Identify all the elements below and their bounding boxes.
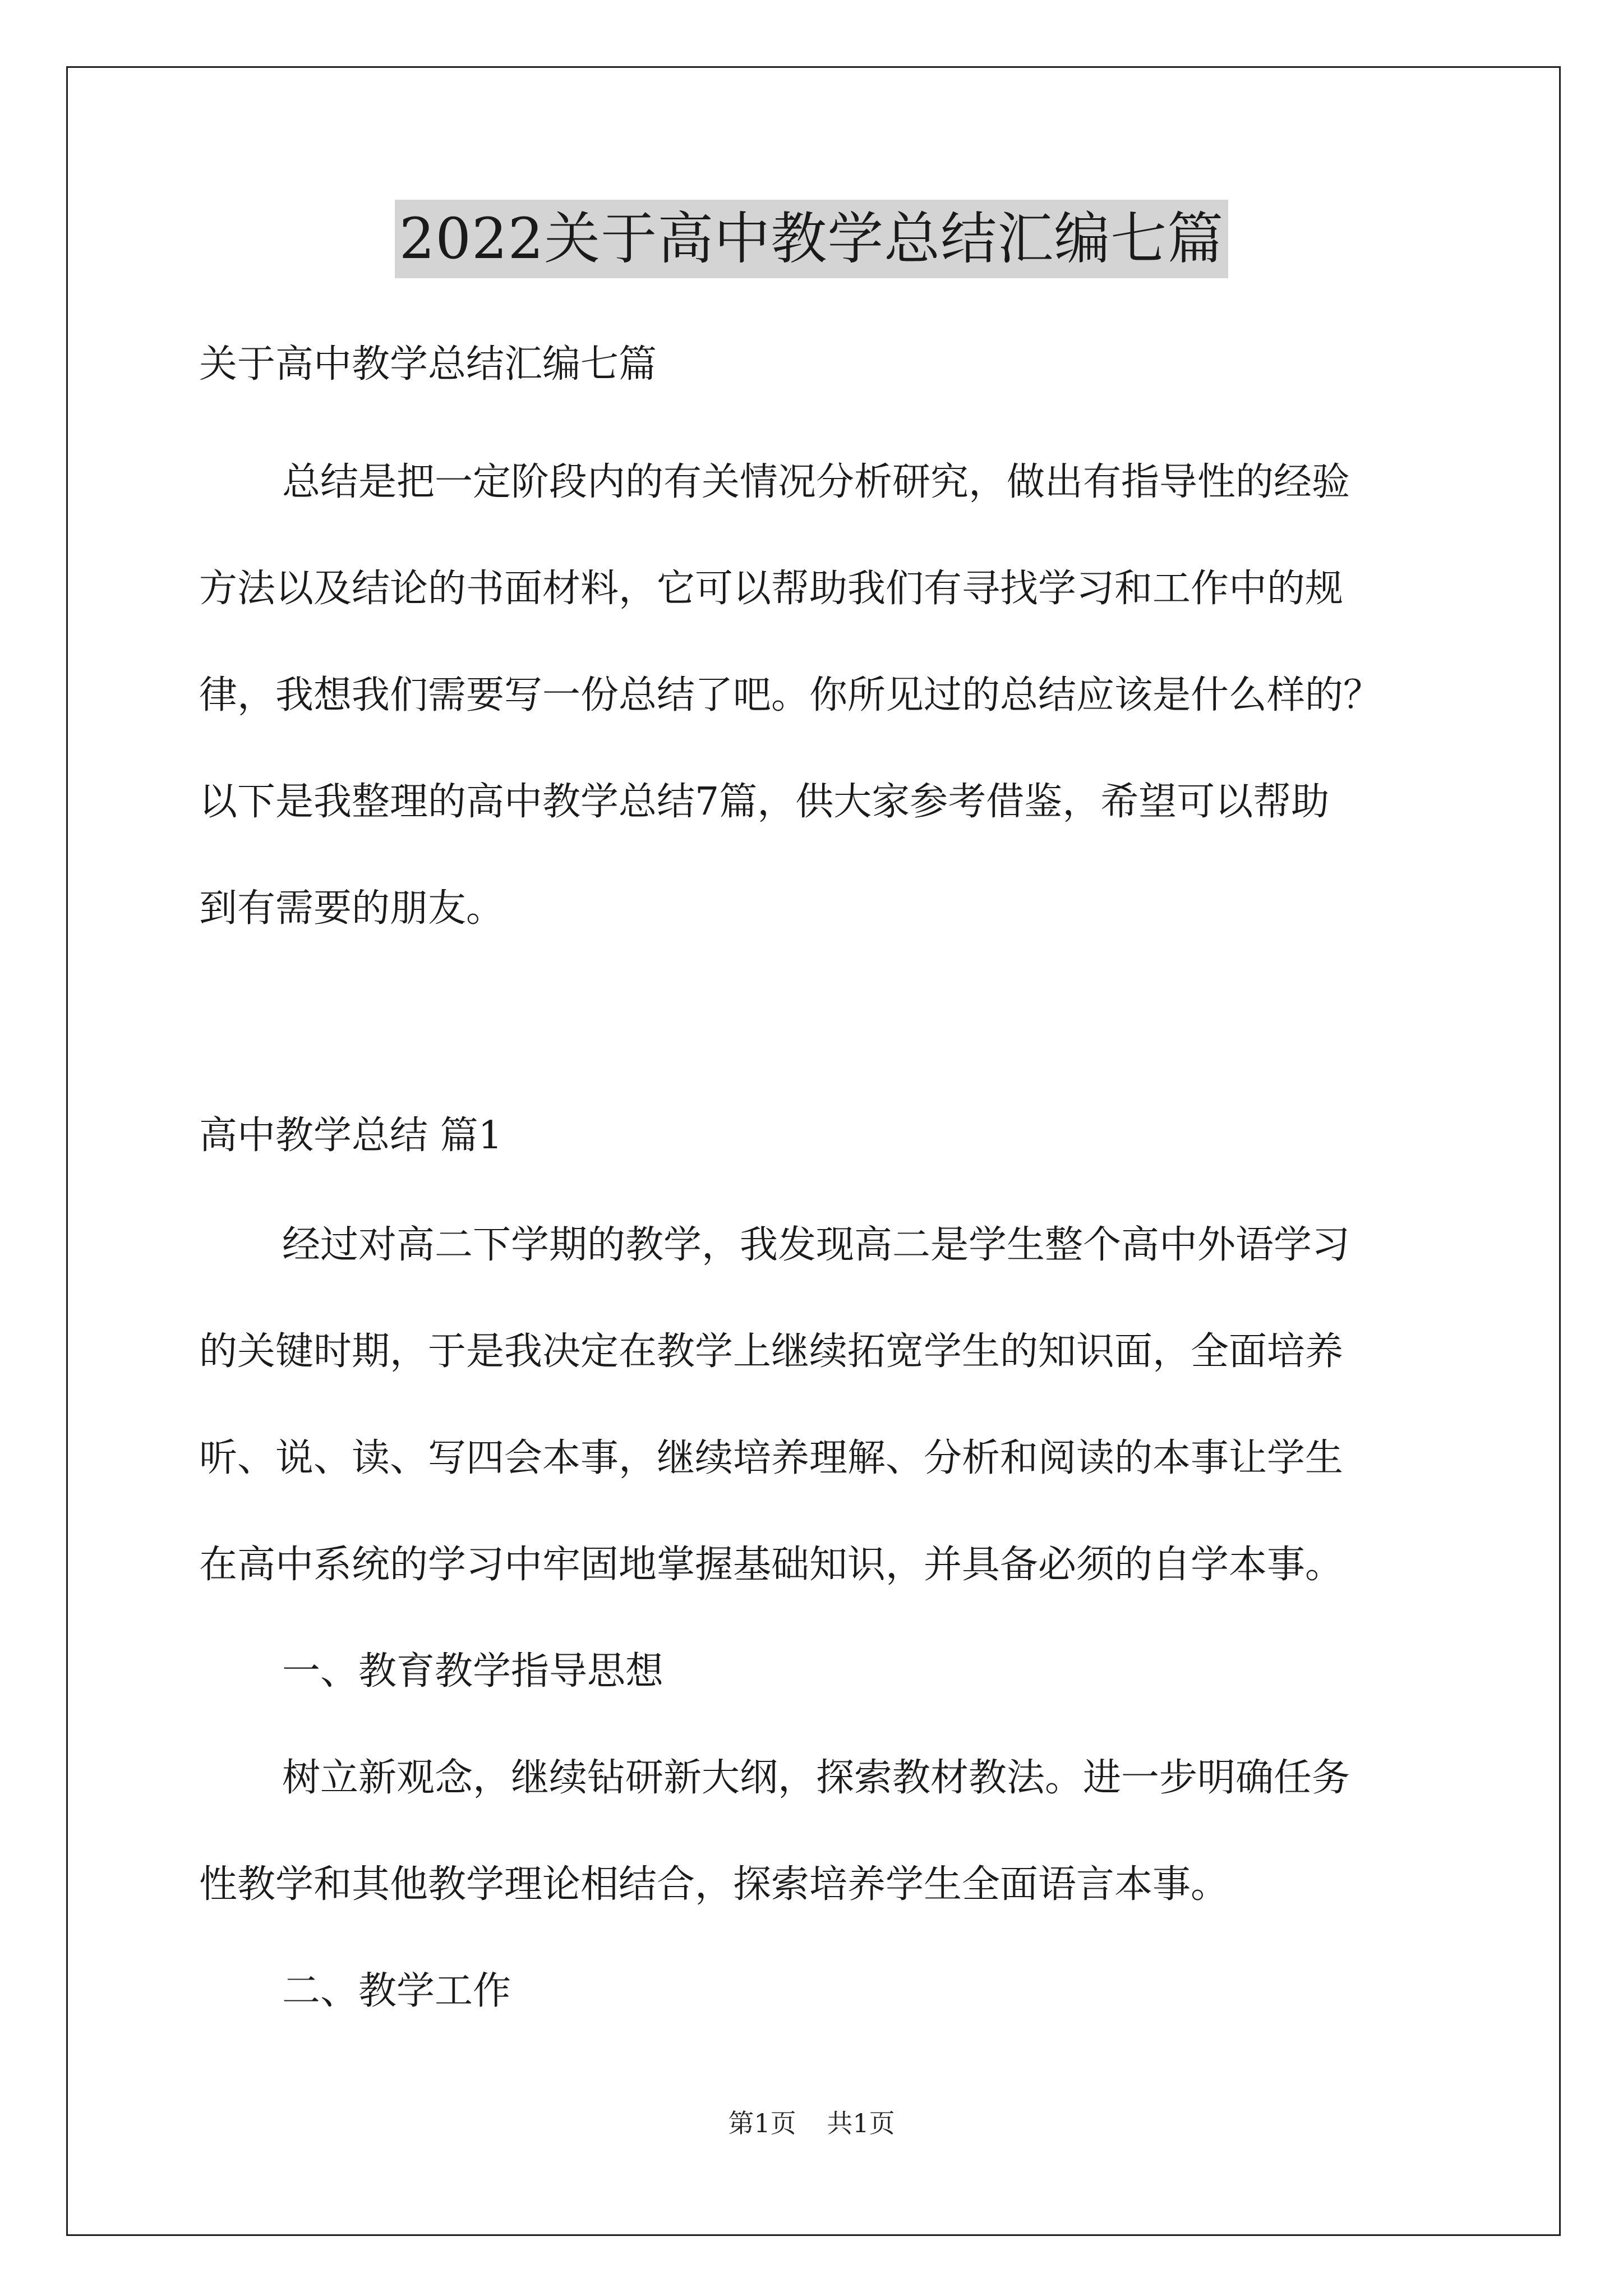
section1-line: 的关键时期，于是我决定在教学上继续拓宽学生的知识面，全面培养 (199, 1329, 1344, 1374)
intro-line: 总结是把一定阶段内的有关情况分析研究，做出有指导性的经验 (282, 460, 1350, 504)
section1-line: 在高中系统的学习中牢固地掌握基础知识，并具备必须的自学本事。 (199, 1543, 1344, 1587)
paragraph-one-line: 树立新观念，继续钻研新大纲，探索教材教法。进一步明确任务 (282, 1756, 1350, 1800)
subheading-one-text: 一、教育教学指导思想 (282, 1649, 664, 1694)
section-heading-text: 高中教学总结 篇1 (199, 1114, 502, 1158)
subheading-one (199, 1618, 1438, 1725)
intro-line: 方法以及结论的书面材料，它可以帮助我们有寻找学习和工作中的规 (199, 567, 1344, 611)
section-heading (199, 1083, 1438, 1189)
document-title-text: 2022关于高中教学总结汇编七篇 (395, 200, 1229, 278)
intro-paragraph (199, 429, 1438, 962)
subtitle (199, 311, 1438, 418)
subheading-two (199, 1938, 1438, 2045)
intro-line: 到有需要的朋友。 (199, 886, 505, 931)
subheading-two-text: 二、教学工作 (282, 1969, 511, 2013)
section1-paragraph (199, 1192, 1438, 1618)
page-number-current: 第1页 (728, 2108, 796, 2138)
intro-line: 律，我想我们需要写一份总结了吧。你所见过的总结应该是什么样的？ (199, 673, 1382, 717)
page-number-total: 共1页 (827, 2108, 895, 2138)
document-title (0, 200, 1623, 278)
section1-line: 听、说、读、写四会本事，继续培养理解、分析和阅读的本事让学生 (199, 1436, 1344, 1480)
paragraph-one (199, 1725, 1438, 1938)
intro-line: 以下是我整理的高中教学总结7篇，供大家参考借鉴，希望可以帮助 (199, 780, 1330, 824)
paragraph-one-line: 性教学和其他教学理论相结合，探索培养学生全面语言本事。 (199, 1862, 1229, 1907)
subtitle-text: 关于高中教学总结汇编七篇 (199, 342, 657, 386)
section1-line: 经过对高二下学期的教学，我发现高二是学生整个高中外语学习 (282, 1223, 1350, 1267)
page-footer (0, 2106, 1623, 2140)
